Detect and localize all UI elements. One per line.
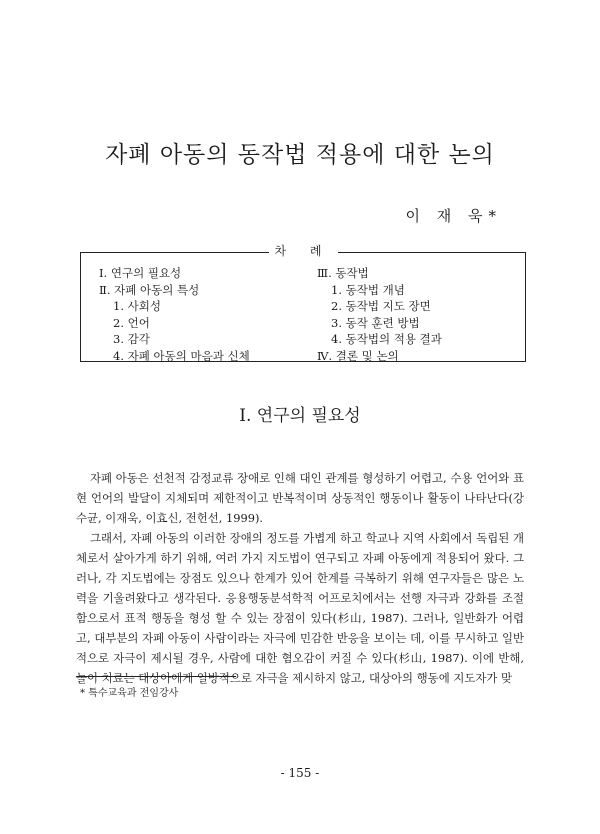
paper-title: 자폐 아동의 동작법 적용에 대한 논의 — [105, 142, 495, 168]
toc-item: 4. 자폐 아동의 마음과 신체 — [113, 348, 250, 363]
body-text — [76, 468, 524, 688]
paragraph: 자폐 아동은 선천적 감정교류 장애로 인해 대인 관계를 형성하기 어렵고, 수용 언어와 표현 언어의 발달이 지체되며 제한적이고 반복적이며 상동적인 행동이나 활동이 나타난다(강수균, 이재욱, 이효신, 전헌선, 1999). — [76, 471, 524, 525]
page-number: - 155 - — [280, 766, 320, 780]
toc-item: 2. 언어 — [113, 315, 150, 330]
toc-item: Ⅰ. 연구의 필요성 — [99, 266, 182, 280]
toc-item: 3. 동작 훈련 방법 — [331, 315, 420, 330]
footnote-divider — [76, 676, 236, 677]
toc-item: 1. 사회성 — [113, 299, 161, 313]
footnote: * 특수교육과 전임강사 — [80, 688, 179, 699]
toc-right-column — [317, 265, 442, 364]
toc-item: 2. 동작법 지도 장면 — [331, 299, 431, 313]
toc-item: Ⅲ. 동작법 — [317, 266, 369, 280]
paragraph: 그래서, 자폐 아동의 이러한 장애의 정도를 가볍게 하고 학교나 지역 사회에서 독립된 개체로서 살아가게 하기 위해, 여러 가지 지도법이 연구되고 자폐 아동에게 적용되어 왔다. 그러나, 각 지도법에는 장점도 있으나 한계가 있어 한계를 극복하기 위해 연구자들은 많은 노력을 기울려왔다고 생각된다. 응용행동분석학적 어프로치에서는 선행 자극과 강화를 조절함으로서 표적 행동을 형성 할 수 있는 장점이 있다(杉山, 1987). 그러나, 일반화가 어렵고, 대부분의 자폐 아동이 사람이라는 자극에 민감한 반응을 보이는 데, 이를 무시하고 일반적으로 자극이 제시될 경우, 사람에 대한 혐오감이 커질 수 있다(杉山, 1987). 이에 반해, 놀이 치료는 대상아에게 일방적으로 자극을 제시하지 않고, 대상아의 행동에 지도자가 맞 — [76, 531, 524, 685]
toc-item: Ⅳ. 결론 및 논의 — [317, 348, 399, 363]
section-heading: Ⅰ. 연구의 필요성 — [239, 406, 361, 426]
author-name: 이 재 욱* — [405, 207, 502, 225]
toc-item: 3. 감각 — [113, 332, 150, 346]
toc-left-column — [99, 265, 250, 364]
toc-item: 4. 동작법의 적용 결과 — [331, 332, 442, 346]
table-of-contents — [80, 244, 526, 363]
toc-item: Ⅱ. 자폐 아동의 특성 — [99, 282, 200, 297]
toc-header: 차 례 — [81, 244, 525, 258]
toc-item: 1. 동작법 개념 — [331, 282, 405, 297]
